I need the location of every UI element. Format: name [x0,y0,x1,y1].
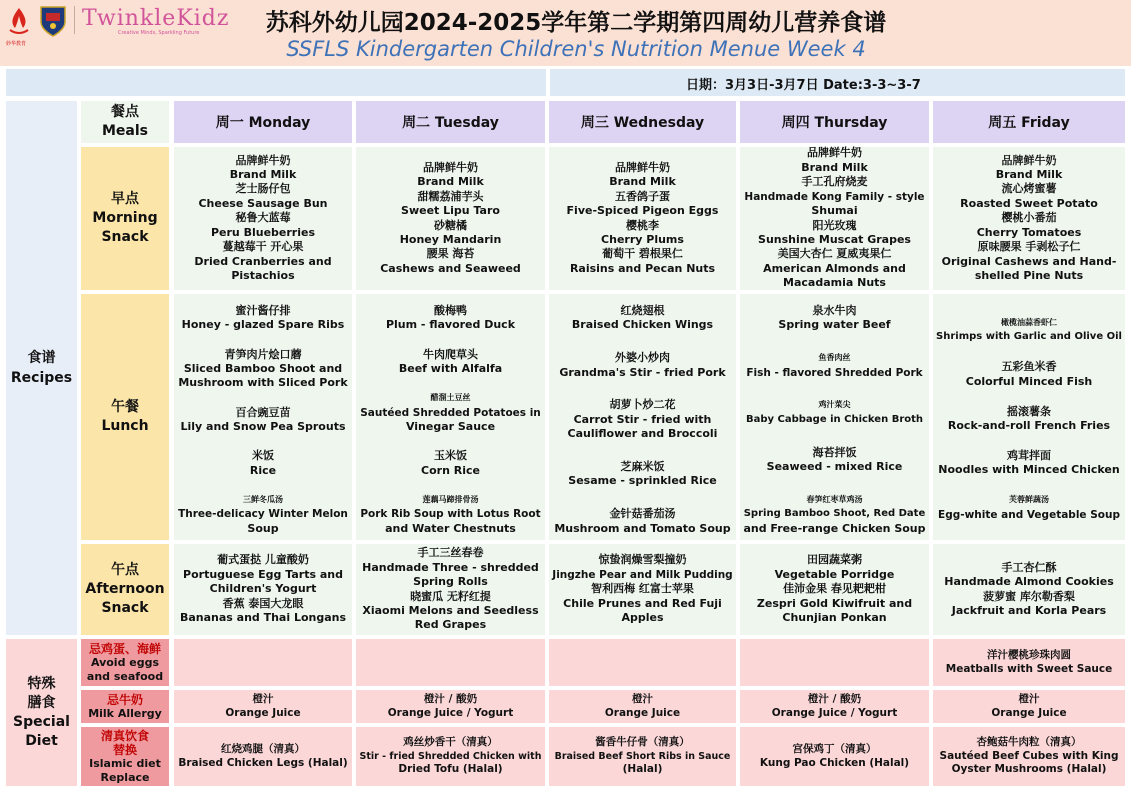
menu-line: and Water Chestnuts [385,521,516,535]
dish [386,304,515,333]
lunch-tuesday [356,294,545,540]
morning-label-en2: Snack [101,229,149,245]
menu-line: 橙汁 [1018,693,1040,705]
day-header-friday: 周五 Friday [933,101,1125,143]
category-lunch [81,294,169,540]
menu-line: 美国大杏仁 夏威夷果仁 [777,247,892,261]
menu-line: Honey - glazed Spare Ribs [181,318,345,332]
menu-line: Cherry Plums [601,232,684,246]
diet-egg-label-en1: Avoid eggs [90,655,160,669]
lunch-thursday [740,294,929,540]
recipes-label-cn: 食谱 [27,350,56,366]
special-label-cn2: 膳食 [27,694,56,711]
menu-line: Carrot Stir - fried with [573,412,712,426]
menu-line: Raisins and Pecan Nuts [569,261,716,275]
meals-header [81,101,169,143]
afternoon-snack-friday [933,544,1125,635]
menu-line: 蜜汁酱仔排 [235,304,291,317]
dish [746,351,922,380]
menu-line: Plum - flavored Duck [385,318,516,332]
menu-line: Shrimps with Garlic and Olive Oil [936,331,1122,343]
menu-line: 牛肉爬草头 [423,347,478,361]
afternoon-label-cn: 午点 [111,562,139,578]
menu-line: 莲藕马蹄排骨汤 [422,494,479,504]
menu-line: Orange Juice [604,706,681,719]
menu-line: Soup [247,521,279,535]
menu-line: Rock-and-roll French Fries [947,419,1111,432]
menu-line: 蔓越莓干 开心果 [222,240,304,254]
menu-line: shelled Pine Nuts [974,268,1084,282]
menu-line: Children's Yogurt [209,582,317,596]
diet-milk-monday [174,690,352,723]
menu-line: Grandma's Stir - fried Pork [559,365,726,379]
menu-line: Portuguese Egg Tarts and [183,567,343,581]
menu-line: (Halal) [622,763,663,776]
school-logo-icon [6,6,32,40]
menu-line: 惊蛰润燥雪梨撞奶 [598,553,687,567]
diet-label-no-egg-seafood [81,639,169,686]
menu-line: Five-Spiced Pigeon Eggs [566,204,719,218]
menu-line: Handmade Almond Cookies [944,575,1114,589]
dish [559,351,725,380]
diet-halal-friday [933,727,1125,786]
dish [360,493,540,536]
diet-label-milk-allergy [81,690,169,723]
diet-label-halal [81,727,169,786]
menu-line: 鱼香肉丝 [818,353,851,363]
dish [938,493,1120,522]
dish [572,304,713,333]
menu-line: Orange Juice [225,706,301,719]
menu-line: 晓蜜瓜 无籽红提 [410,589,491,603]
menu-line: 甜糯荔浦芋头 [417,189,484,203]
menu-line: 阳光玫瑰 [812,218,857,232]
menu-line: 品牌鲜牛奶 [615,160,670,174]
menu-line: Stir - fried Shredded Chicken with [359,750,542,762]
morning-snack-friday [933,147,1125,290]
menu-line: 佳沛金果 春见耙耙柑 [783,582,886,596]
dish [182,304,345,333]
menu-line: 橙汁 / 酸奶 [807,693,862,705]
menu-line: 樱桃李 [626,218,659,232]
meals-header-en: Meals [101,123,148,139]
menu-line: 鸡丝炒香干（清真） [403,736,498,749]
menu-line: Cherry Tomatoes [976,225,1082,239]
menu-line: 智利西梅 红富士苹果 [591,582,694,596]
category-morning-snack [81,147,169,290]
morning-label-en1: Morning [92,210,158,226]
menu-line: Sweet Lipu Taro [401,204,500,218]
day-header-thursday: 周四 Thursday [740,101,929,143]
afternoon-snack-tuesday [356,544,545,635]
menu-line: Spring Bamboo Shoot, Red Date [743,508,926,520]
menu-line: 玉米饭 [434,449,467,463]
menu-line: 杏鲍菇牛肉粒（清真） [976,736,1082,749]
lunch-wednesday [549,294,736,540]
diet-halal-wednesday [549,727,736,786]
menu-line: 红烧鸡腿（清真） [221,743,305,755]
menu-line: Roasted Sweet Potato [960,196,1098,210]
menu-line: 橙汁 [252,693,274,705]
menu-line: Dried Cranberries and [194,254,332,268]
morning-label-cn: 早点 [111,191,139,207]
menu-line: Sautéed Shredded Potatoes in [360,406,541,419]
menu-line: 手工杏仁酥 [1001,560,1057,574]
diet-egg-friday [933,639,1125,686]
menu-line: 金针菇番茄汤 [609,507,676,521]
menu-line: Zespri Gold Kiwifruit and [756,596,913,610]
menu-line: 橄榄油蒜香虾仁 [1001,318,1057,327]
dish [936,316,1122,345]
special-label-en2: Diet [25,732,58,749]
menu-line: 菠萝蜜 库尔勒香梨 [983,589,1075,603]
menu-line: Dried Tofu (Halal) [398,763,503,776]
dish [743,493,925,536]
menu-line: 手工三丝春卷 [417,546,484,560]
menu-line: Rice [249,463,277,477]
menu-line: Chunjian Ponkan [782,611,887,625]
menu-line: Jackfruit and Korla Pears [951,603,1107,617]
menu-line: 芝士肠仔包 [235,182,291,196]
menu-line: Spring water Beef [778,318,891,332]
menu-line: Sliced Bamboo Shoot and [183,362,343,375]
morning-snack-tuesday [356,147,545,290]
menu-line: 外婆小炒肉 [614,351,670,365]
menu-line: Handmade Three - shredded [362,560,539,574]
menu-line: 樱桃小番茄 [1001,211,1057,225]
lunch-monday [174,294,352,540]
menu-line: Brand Milk [609,175,676,189]
menu-line: Fish - flavored Shredded Pork [746,366,923,379]
menu-line: Mushroom and Tomato Soup [554,521,731,535]
menu-line: Pork Rib Soup with Lotus Root [360,508,541,521]
menu-line: Cauliflower and Broccoli [567,427,718,441]
special-label-en1: Special [13,713,70,730]
menu-line: 五彩鱼米香 [1001,360,1057,374]
afternoon-label-en1: Afternoon [85,581,165,597]
menu-line: Cheese Sausage Bun [198,196,328,210]
menu-line: 海苔拌饭 [812,445,857,459]
menu-line: Handmade Kong Family - style [744,190,925,203]
diet-halal-label-en1: Islamic diet [89,756,161,770]
morning-snack-monday [174,147,352,290]
lunch-label-en: Lunch [101,418,149,434]
menu-line: 品牌鲜牛奶 [1001,153,1057,167]
diet-halal-monday [174,727,352,786]
date-range: 日期：3月3日-3月7日 Date:3-3~3-7 [686,78,921,93]
dish [948,405,1110,434]
diet-halal-label-cn1: 清真饮食 [100,728,149,743]
dish [778,304,890,333]
dish [399,348,502,377]
menu-line: Egg-white and Vegetable Soup [938,508,1120,521]
menu-line: Chile Prunes and Red Fuji [563,596,722,610]
dish [554,507,730,536]
menu-line: 品牌鲜牛奶 [235,153,291,167]
afternoon-label-en2: Snack [101,600,149,616]
menu-line: 摇滚薯条 [1006,404,1051,418]
diet-egg-wednesday [549,639,736,686]
menu-line: 泉水牛肉 [812,304,857,317]
menu-line: Apples [621,611,664,625]
dish [421,449,480,478]
category-afternoon-snack [81,544,169,635]
menu-line: 芝麻米饭 [620,459,665,473]
menu-line: 橙汁 / 酸奶 [423,693,478,705]
dish [568,460,716,489]
menu-line: Braised Chicken Wings [571,318,714,332]
morning-snack-wednesday [549,147,736,290]
dish [938,449,1119,478]
diet-egg-label-en2: and seafood [86,669,164,683]
diet-halal-label-cn2: 替换 [112,742,137,757]
menu-line: 手工孔府烧麦 [801,175,868,189]
morning-snack-thursday [740,147,929,290]
diet-egg-label-cn: 忌鸡蛋、海鲜 [88,641,161,656]
menu-line: 五香鸽子蛋 [615,189,670,203]
menu-line: Three-delicacy Winter Melon [178,508,348,521]
afternoon-snack-wednesday [549,544,736,635]
menu-line: Xiaomi Melons and Seedless [362,603,539,617]
day-header-tuesday: 周二 Tuesday [356,101,545,143]
menu-line: Vegetable Porridge [774,567,895,581]
shield-logo-icon [38,4,68,38]
menu-line: Orange Juice [991,706,1067,719]
menu-line: Oyster Mushrooms (Halal) [951,763,1107,776]
menu-line: Brand Milk [801,160,868,174]
menu-line: 百合豌豆苗 [235,405,291,419]
dish [568,398,718,441]
menu-line: 鸡茸拌面 [1007,448,1051,462]
diet-egg-tuesday [356,639,545,686]
logo-divider [74,6,75,34]
menu-line: Shumai [811,204,858,218]
menu-line: Brand Milk [417,175,484,189]
diet-milk-label-cn: 忌牛奶 [106,692,143,707]
menu-line: 橙汁 [632,693,653,705]
menu-line: and Free-range Chicken Soup [743,521,926,535]
brand-logo: TwinkleKidz [82,6,230,31]
menu-line: 葡式蛋挞 儿童酸奶 [217,553,309,567]
afternoon-snack-monday [174,544,352,635]
diet-halal-thursday [740,727,929,786]
menu-line: 品牌鲜牛奶 [423,160,478,174]
menu-line: Baby Cabbage in Chicken Broth [745,413,924,425]
menu-line: 青笋肉片烩口蘑 [224,347,302,361]
dish [178,348,347,391]
menu-line: 洋汁樱桃珍珠肉圆 [987,649,1071,661]
menu-line: 酸梅鸭 [433,304,467,317]
diet-milk-thursday [740,690,929,723]
school-logo-text: 妙华教育 [6,41,27,47]
menu-line: 宫保鸡丁（清真） [792,743,877,755]
diet-milk-tuesday [356,690,545,723]
lunch-friday [933,294,1125,540]
menu-line: 葡萄干 碧根果仁 [602,247,683,261]
menu-line: 胡萝卜炒二花 [609,398,676,412]
diet-milk-friday [933,690,1125,723]
info-band-left [6,69,546,96]
dish [360,391,541,434]
menu-line: Colorful Minced Fish [965,374,1093,388]
recipes-label-en: Recipes [10,370,73,386]
menu-line: Macadamia Nuts [783,276,886,290]
menu-line: 田园蔬菜粥 [807,553,862,567]
menu-line: Braised Beef Short Ribs in Sauce [554,750,731,762]
menu-line: Braised Chicken Legs (Halal) [178,756,348,769]
menu-line: Red Grapes [414,618,487,632]
menu-line: Corn Rice [421,463,480,477]
menu-line: Brand Milk [995,168,1063,182]
recipes-label [6,101,77,635]
day-header-monday: 周一 Monday [174,101,352,143]
menu-line: 品牌鲜牛奶 [807,146,862,160]
menu-line: Peru Blueberries [210,225,316,239]
menu-line: 流心烤蜜薯 [1001,182,1057,196]
menu-line: 原味腰果 手剥松子仁 [977,240,1081,254]
dish [966,360,1093,389]
menu-line: 鸡汁菜尖 [818,400,851,410]
menu-line: Jingzhe Pear and Milk Pudding [552,568,733,581]
menu-line: Beef with Alfalfa [398,362,503,375]
menu-line: Spring Rolls [413,575,488,589]
menu-line: Pistachios [231,268,295,282]
menu-line: 秘鲁大蓝莓 [235,211,291,225]
menu-line: 三鲜冬瓜汤 [243,494,283,504]
menu-line: Sautéed Beef Cubes with King [939,749,1119,762]
menu-line: Sunshine Muscat Grapes [758,232,911,246]
menu-line: Original Cashews and Hand- [941,254,1117,268]
diet-halal-tuesday [356,727,545,786]
menu-line: 春笋红枣草鸡汤 [806,494,863,504]
menu-line: 红烧翅根 [620,304,665,317]
dish [746,398,923,427]
menu-line: Lily and Snow Pea Sprouts [180,420,346,433]
menu-line: Honey Mandarin [399,232,502,246]
special-diet-label [6,639,77,786]
menu-line: Meatballs with Sweet Sauce [945,662,1113,675]
menu-line: Seaweed - mixed Rice [766,459,903,473]
menu-line: 酱香牛仔骨（清真） [595,736,690,749]
menu-line: Bananas and Thai Longans [179,611,347,625]
dish [178,493,348,536]
menu-line: Brand Milk [229,168,297,182]
page-title-en: SSFLS Kindergarten Children's Nutrition Menue Week 4 [286,37,866,61]
diet-egg-thursday [740,639,929,686]
day-header-wednesday: 周三 Wednesday [549,101,736,143]
menu-line: Orange Juice / Yogurt [771,706,898,719]
diet-milk-wednesday [549,690,736,723]
menu-line: Mushroom with Sliced Pork [178,376,348,390]
meals-header-cn: 餐点 [111,104,139,120]
diet-egg-monday [174,639,352,686]
menu-line: 醋溜土豆丝 [430,393,471,403]
dish [250,449,276,478]
menu-line: Noodles with Minced Chicken [938,463,1120,477]
menu-line: 米饭 [251,449,274,463]
page-title-cn: 苏科外幼儿园2024-2025学年第二学期第四周幼儿营养食谱 [265,10,887,36]
menu-line: Vinegar Sauce [405,420,496,433]
menu-line: Orange Juice / Yogurt [387,706,514,719]
menu-line: American Almonds and [763,261,906,275]
dish [181,406,346,435]
menu-line: Kung Pao Chicken (Halal) [759,756,910,769]
afternoon-snack-thursday [740,544,929,635]
diet-milk-label-en: Milk Allergy [88,706,162,720]
diet-halal-label-en2: Replace [100,770,150,784]
menu-line: Cashews and Seaweed [380,261,521,275]
menu-line: 香蕉 泰国大龙眼 [222,596,304,610]
menu-line: 芙蓉鲜蔬汤 [1008,495,1049,505]
menu-line: Sesame - sprinkled Rice [568,474,717,488]
menu-line: 砂糖橘 [434,218,467,232]
menu-line: 腰果 海苔 [426,247,475,261]
brand-tagline: Creative Minds, Sparkling Future [118,30,200,36]
special-label-cn1: 特殊 [27,675,56,692]
dish [767,446,903,475]
lunch-label-cn: 午餐 [111,399,139,415]
